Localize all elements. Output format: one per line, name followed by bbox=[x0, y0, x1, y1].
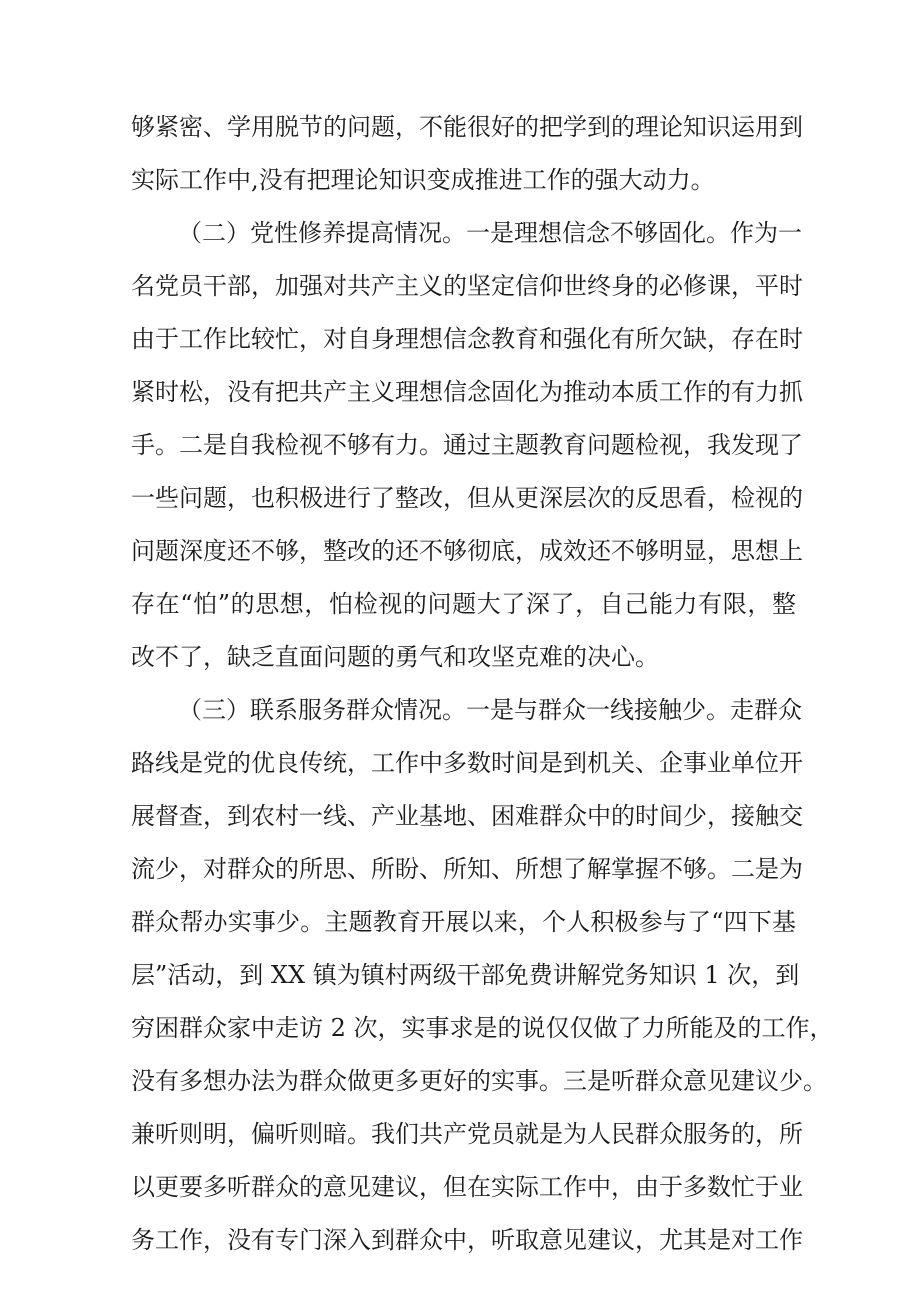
text-line: 手。二是自我检视不够有力。通过主题教育问题检视，我发现了 bbox=[131, 431, 803, 459]
text-line: 展督查，到农村一线、产业基地、困难群众中的时间少，接触交 bbox=[131, 802, 803, 830]
text-line: 兼听则明，偏听则暗。我们共产党员就是为人民群众服务的，所 bbox=[131, 1120, 803, 1148]
paragraph-heading-line: （二）党性修养提高情况。一是理想信念不够固化。作为一 bbox=[178, 219, 802, 247]
text-line: 名党员干部，加强对共产主义的坚定信仰世终身的必修课，平时 bbox=[131, 272, 803, 300]
text-line: 务工作，没有专门深入到群众中，听取意见建议，尤其是对工作 bbox=[131, 1226, 803, 1254]
text-line: 层”活动，到 XX 镇为镇村两级干部免费讲解党务知识 1 次，到 bbox=[131, 961, 800, 989]
text-line: 够紧密、学用脱节的问题，不能很好的把学到的理论知识运用到 bbox=[131, 113, 803, 141]
text-line: 路线是党的优良传统，工作中多数时间是到机关、企事业单位开 bbox=[131, 749, 803, 777]
text-line: 由于工作比较忙，对自身理想信念教育和强化有所欠缺，存在时 bbox=[131, 325, 803, 353]
text-line: 一些问题，也积极进行了整改，但从更深层次的反思看，检视的 bbox=[131, 484, 803, 512]
text-line: 穷困群众家中走访 2 次，实事求是的说仅仅做了力所能及的工作， bbox=[131, 1014, 834, 1042]
text-line: 问题深度还不够，整改的还不够彻底，成效还不够明显，思想上 bbox=[131, 537, 803, 565]
text-line: 群众帮办实事少。主题教育开展以来，个人积极参与了“四下基 bbox=[131, 908, 796, 936]
text-line: 存在“怕”的思想，怕检视的问题大了深了，自己能力有限，整 bbox=[131, 590, 796, 618]
text-line: 实际工作中,没有把理论知识变成推进工作的强大动力。 bbox=[131, 166, 715, 194]
text-line: 紧时松，没有把共产主义理想信念固化为推动本质工作的有力抓 bbox=[131, 378, 803, 406]
paragraph-heading-line: （三）联系服务群众情况。一是与群众一线接触少。走群众 bbox=[178, 696, 802, 724]
text-line: 改不了，缺乏直面问题的勇气和攻坚克难的决心。 bbox=[131, 643, 659, 671]
text-line: 没有多想办法为群众做更多更好的实事。三是听群众意见建议少。 bbox=[131, 1067, 827, 1095]
text-line: 流少，对群众的所思、所盼、所知、所想了解掌握不够。二是为 bbox=[131, 855, 803, 883]
text-line: 以更要多听群众的意见建议，但在实际工作中，由于多数忙于业 bbox=[131, 1173, 803, 1201]
